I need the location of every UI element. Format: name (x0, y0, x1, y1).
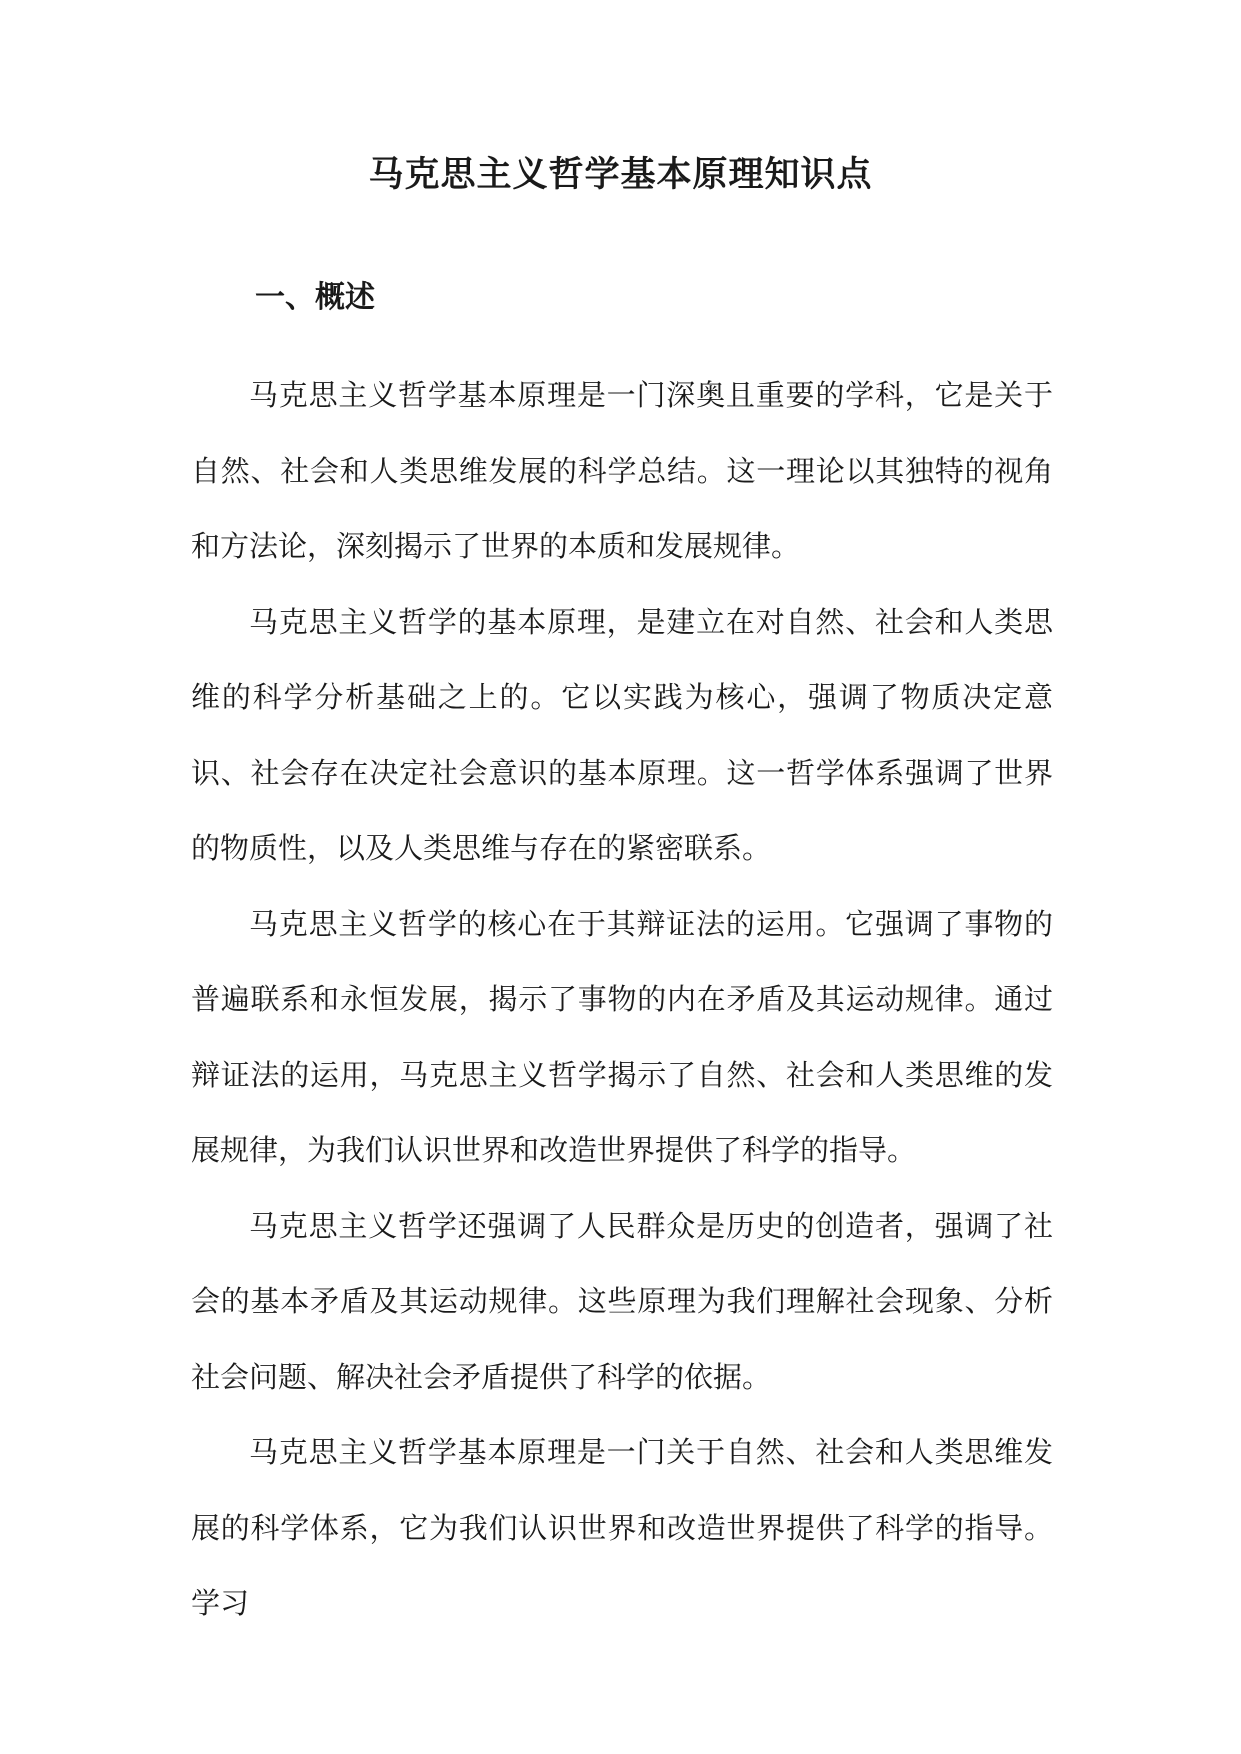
paragraph-4: 马克思主义哲学还强调了人民群众是历史的创造者，强调了社会的基本矛盾及其运动规律。这些原理为我们理解社会现象、分析社会问题、解决社会矛盾提供了科学的依据。 (191, 1208, 1053, 1394)
document-title: 马克思主义哲学基本原理知识点 (368, 155, 873, 195)
section-heading-overview: 一、概述 (255, 280, 375, 315)
paragraph-3: 马克思主义哲学的核心在于其辩证法的运用。它强调了事物的普遍联系和永恒发展，揭示了事物的内在矛盾及其运动规律。通过辩证法的运用，马克思主义哲学揭示了自然、社会和人类思维的发展规律，为我们认识世界和改造世界提供了科学的指导。 (191, 906, 1053, 1167)
paragraph-5: 马克思主义哲学基本原理是一门关于自然、社会和人类思维发展的科学体系，它为我们认识世界和改造世界提供了科学的指导。学习 (191, 1435, 1053, 1620)
paragraph-2: 马克思主义哲学的基本原理，是建立在对自然、社会和人类思维的科学分析基础之上的。它以实践为核心，强调了物质决定意识、社会存在决定社会意识的基本原理。这一哲学体系强调了世界的物质性，以及人类思维与存在的紧密联系。 (191, 604, 1053, 865)
document-body (191, 358, 1053, 1642)
paragraph-1: 马克思主义哲学基本原理是一门深奥且重要的学科，它是关于自然、社会和人类思维发展的科学总结。这一理论以其独特的视角和方法论，深刻揭示了世界的本质和发展规律。 (191, 378, 1053, 563)
